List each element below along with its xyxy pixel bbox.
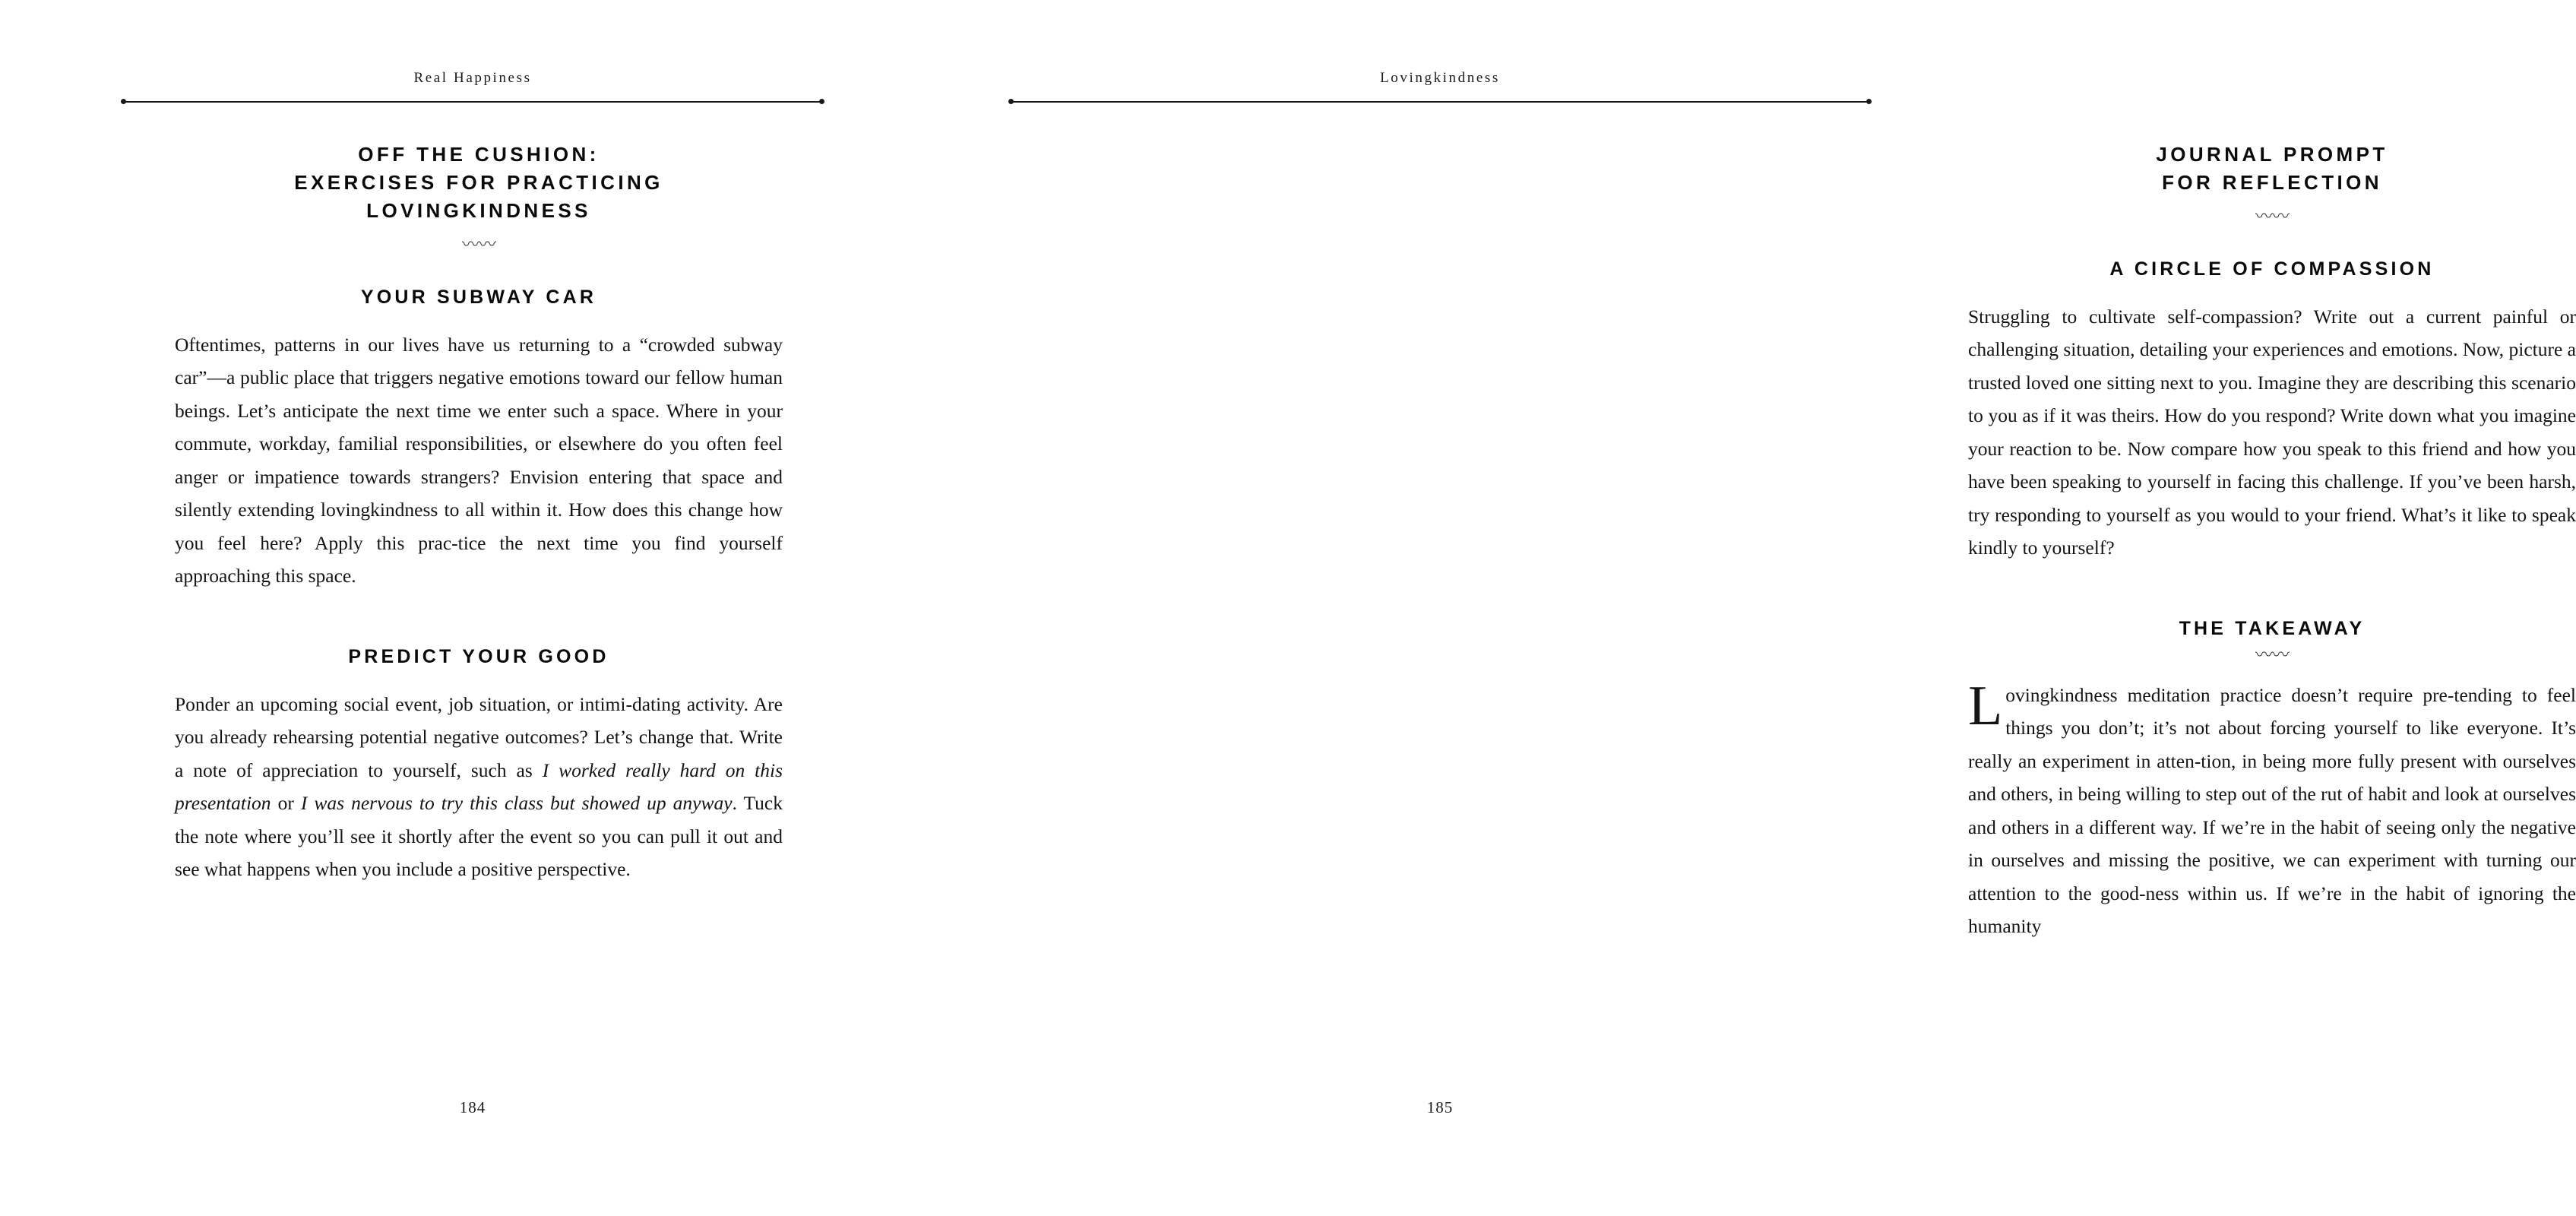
section-title-line-1: JOURNAL PROMPT — [2156, 143, 2388, 166]
paragraph-your-subway-car: Oftentimes, patterns in our lives have us returning to a “crowded subway car”—a public place that triggers negative emotions toward our fellow human beings. Let’s anticipate the next time we enter such a space. Where in your commute, workday, familial responsibilities, or elsewhere do you often feel anger or impatience towards strangers? Envision entering that space and silently extending lovingkindness to all within it. How does this change how you feel here? Apply this prac-tice the next time you find yourself approaching this space. — [175, 333, 783, 587]
paragraph-the-takeaway — [1968, 674, 2576, 943]
left-page-text-column — [175, 141, 783, 886]
paragraph-a-circle-of-compassion: Struggling to cultivate self-compassion? Write out a current painful or challenging situation, detailing your experiences and emotions. Now, picture a trusted loved one sitting next to you. Imagine they are describing this scenario to you as if it was theirs. How do you respond? Write down what you imagine your reaction to be. Now compare how you speak to this friend and how you have been speaking to yourself in facing this challenge. If you’ve been harsh, try responding to yourself as you would to your friend. What’s it like to speak kindly to yourself? — [1968, 305, 2576, 559]
section-title-right — [1968, 141, 2576, 197]
page-number-right: 185 — [1426, 1098, 1454, 1116]
paragraph-part-1: Ponder an upcoming social event, job situation, or intimi-dating activity. Are you already rehearsing potential negative outcomes? Let’s change that. Write a note of appreciation to yourself, such as — [175, 692, 783, 781]
section-title-line-2: FOR REFLECTION — [2162, 170, 2382, 194]
italic-phrase-2: I was nervous to try this class but showed up anyway — [300, 792, 733, 815]
page-number-left: 184 — [459, 1098, 486, 1116]
paragraph-predict-your-good — [175, 688, 783, 886]
section-title-line-2: EXERCISES FOR PRACTICING — [294, 170, 663, 194]
left-page — [0, 0, 912, 1216]
section-title-line-1: OFF THE CUSHION: — [358, 143, 600, 166]
paragraph-part-3: . Tuck the note where you’ll see it shortly after the event so you can pull it out and see what happens when you include a positive perspective. — [175, 792, 783, 881]
running-head-left: Real Happiness — [413, 70, 532, 86]
italic-phrase-1: I worked really hard on this presentation — [175, 758, 783, 815]
section-title-left — [175, 141, 783, 225]
paragraph-the-takeaway-text: ovingkindness meditation practice doesn’t require pre-tending to feel things you don’t; it’s not about forcing yourself to like everyone. It’s really an experiment in atten-tion, in being more fully present with ourselves and others, in being willing to step out of the rut of habit and look at ourselves and others in a different way. If we’re in the habit of seeing only the negative in ourselves and missing the positive, we can experiment with turning our attention to the good-ness within us. If we’re in the habit of ignoring the humanity — [1968, 683, 2576, 938]
header-rule-right — [1011, 101, 1869, 103]
subsection-heading-a-circle-of-compassion: A CIRCLE OF COMPASSION — [2109, 258, 2435, 280]
paragraph-part-2: or — [271, 792, 301, 815]
drop-cap-letter: L — [1968, 674, 2003, 737]
subsection-heading-predict-your-good: PREDICT YOUR GOOD — [348, 645, 609, 667]
right-page — [912, 0, 2576, 1216]
ornament-squiggle-right: 〰〰 — [2255, 206, 2289, 226]
subsection-heading-your-subway-car: YOUR SUBWAY CAR — [360, 286, 597, 308]
header-rule-left — [123, 101, 822, 103]
right-page-text-column — [1968, 141, 2576, 943]
ornament-squiggle-left: 〰〰 — [462, 234, 495, 254]
ornament-squiggle-takeaway: 〰〰 — [2255, 644, 2289, 664]
running-head-right: Lovingkindness — [1380, 70, 1500, 86]
section-title-line-3: LOVINGKINDNESS — [366, 198, 591, 222]
subsection-heading-the-takeaway: THE TAKEAWAY — [2179, 617, 2366, 639]
